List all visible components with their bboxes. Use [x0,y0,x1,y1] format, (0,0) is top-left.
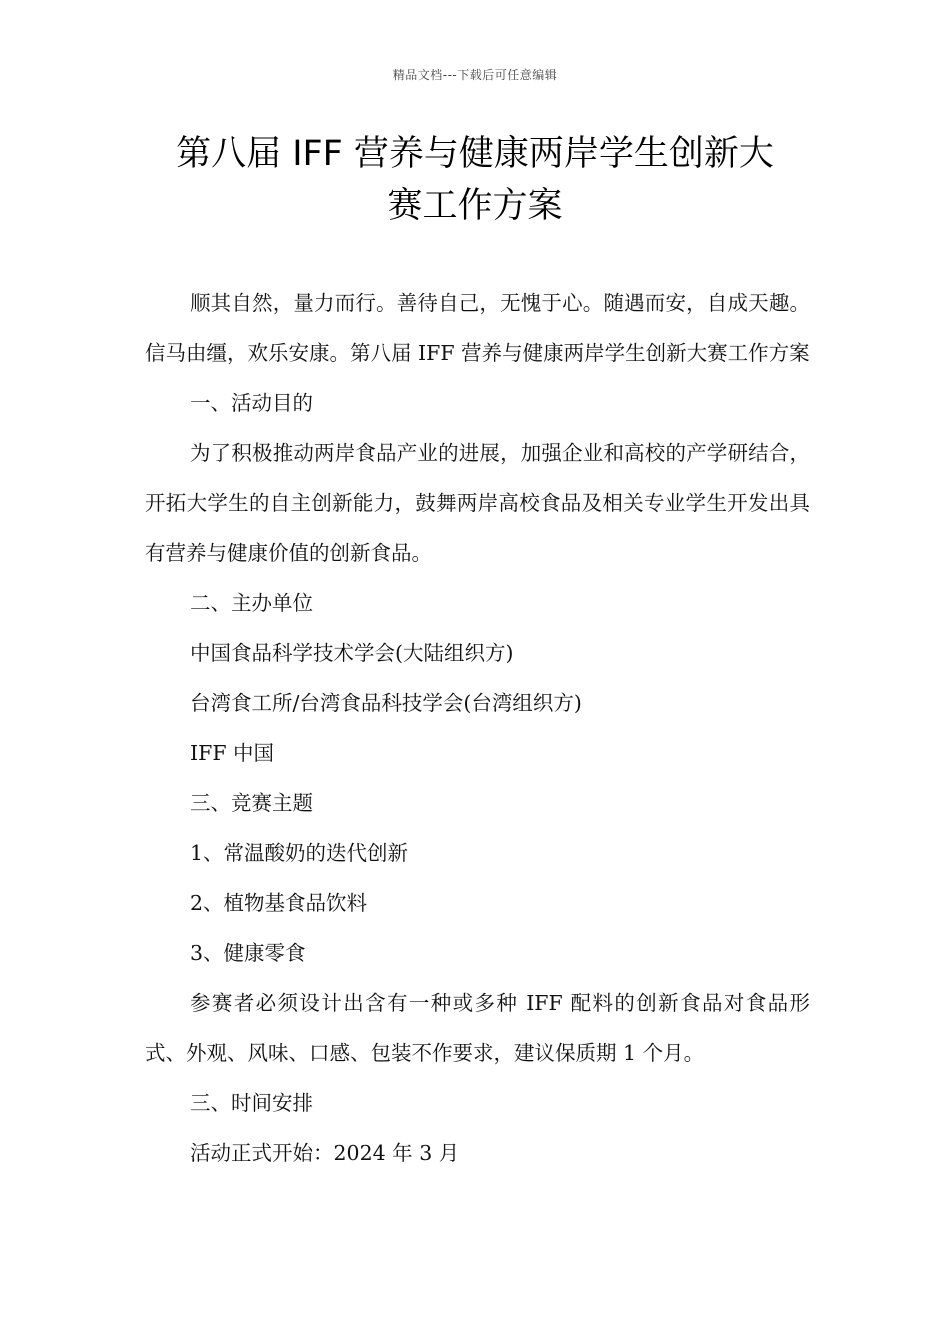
requirements-paragraph: 参赛者必须设计出含有一种或多种 IFF 配料的创新食品对食品形式、外观、风味、口感、包装不作要求，建议保质期 1 个月。 [145,991,810,1065]
organizer-item: 台湾食工所/台湾食品科技学会(台湾组织方) [190,691,582,715]
purpose-paragraph: 为了积极推动两岸食品产业的进展，加强企业和高校的产学研结合，开拓大学生的自主创新能力，鼓舞两岸高校食品及相关专业学生开发出具有营养与健康价值的创新食品。 [145,441,810,565]
page-header: 精品文档---下载后可任意编辑 [392,68,558,82]
intro-paragraph: 顺其自然，量力而行。善待自己，无愧于心。随遇而安，自成天趣。信马由缰，欢乐安康。第八届 IFF 营养与健康两岸学生创新大赛工作方案 [145,291,810,365]
section-heading-themes: 三、竞赛主题 [190,791,313,815]
organizer-item: 中国食品科学技术学会(大陆组织方) [190,641,514,665]
theme-item: 2、植物基食品饮料 [190,891,368,915]
section-heading-organizers: 二、主办单位 [190,591,313,615]
section-heading-schedule: 三、时间安排 [190,1091,313,1115]
title-line-2: 赛工作方案 [387,186,563,226]
theme-item: 1、常温酸奶的迭代创新 [190,841,409,865]
document-body [145,278,810,1178]
document-title [140,128,810,232]
organizer-item: IFF 中国 [190,741,275,765]
title-line-1: 第八届 IFF 营养与健康两岸学生创新大 [176,134,774,174]
theme-item: 3、健康零食 [190,941,306,965]
schedule-item: 活动正式开始：2024 年 3 月 [190,1141,460,1165]
section-heading-purpose: 一、活动目的 [190,391,313,415]
